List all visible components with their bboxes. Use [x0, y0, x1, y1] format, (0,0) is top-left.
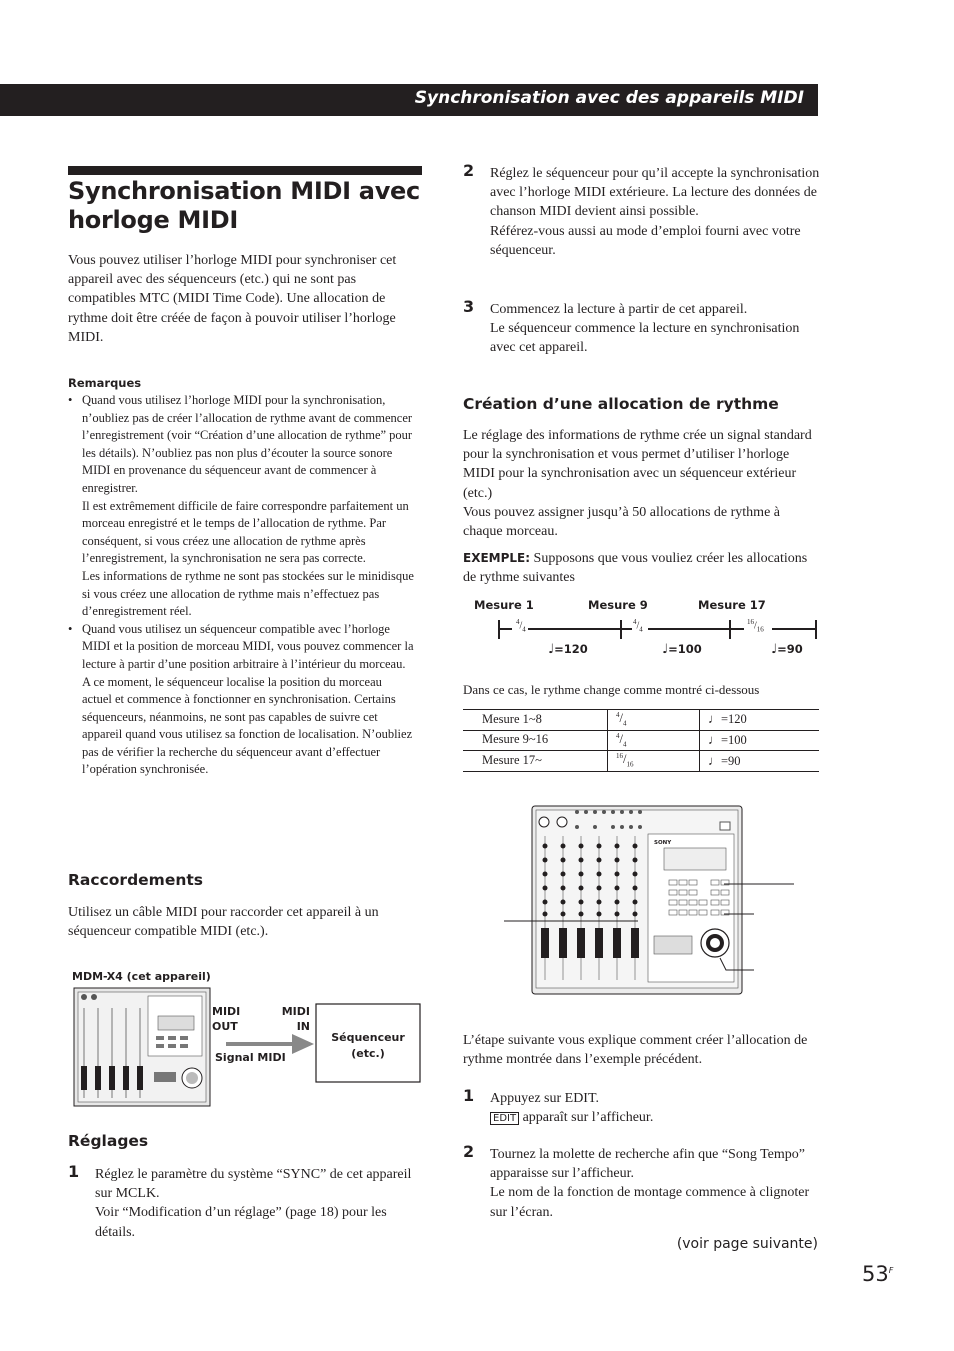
tempo-mark: ♩=100: [662, 642, 702, 657]
header-bar: [0, 84, 818, 116]
tempo-table: [463, 709, 819, 772]
step-3-text: Commencez la lecture à partir de cet appareil. Le séquenceur commence la lecture en synchronisation avec cet appareil.: [490, 302, 800, 356]
timeline-label: Mesure 1: [474, 598, 534, 612]
remark-2: • Quand vous utilisez un séquenceur compatible avec l’horloge MIDI et la position de morceau MIDI, vous pouvez commencer la lecture à partir d’une position arbitraire à l’intérieur du morceau. A ce moment, le séquenceur localise la position du morceau actuel et commence à fonctionner en synchronisation. Certains séquenceurs, néanmoins, ne sont pas capables de suivre cet appareil quand vous utilisez sa fonction de localisation. N’oubliez pas de vérifier la recherche du séquenceur avant d’effectuer l’opération synchronisée.: [82, 621, 414, 777]
step-2-text: Réglez le séquenceur pour qu’il accepte la synchronisation avec l’horloge MIDI extérieure. La lecture des données de chanson MIDI devient ainsi possible. Référez-vous aussi au mode d’emploi fourni avec votre séquenceur.: [490, 166, 820, 258]
edit-step-text: Appuyez sur EDIT. EDIT apparaît sur l’afficheur.: [490, 1091, 654, 1126]
step-number: 1: [463, 1086, 475, 1105]
remark-1b: Il est extrêmement difficile de faire correspondre parfaitement un morceau enregistré et le temps de l’allocation de rythme. Par conséquent, si vous créez une allocation de rythme après l’enregistrement, la synchronisation ne sera pas correcte.: [82, 498, 409, 566]
quarter-note-icon: ♩: [708, 731, 721, 747]
title-rule: [68, 166, 422, 175]
quarter-note-icon: ♩: [708, 711, 721, 727]
table-intro: Dans ce cas, le rythme change comme montré ci-dessous: [463, 682, 760, 697]
sequencer-label: Séquenceur (etc.): [331, 1031, 405, 1060]
title-line-2: horloge MIDI: [68, 206, 239, 234]
connections-heading: Raccordements: [68, 871, 204, 889]
time-signature: $^{16}/_{16}$: [747, 618, 764, 634]
midi-in-label: MIDI IN: [281, 1005, 310, 1033]
intro-paragraph: Vous pouvez utiliser l’horloge MIDI pour synchroniser cet appareil avec des séquenceurs (etc.) qui ne sont pas compatibles MTC (MIDI Time Code). Une allocation de rythme doit être créée de façon à pouvoir utiliser l’horloge MIDI.: [68, 253, 397, 345]
page-number: $53^F$: [862, 1262, 894, 1286]
remark-1a: • Quand vous utilisez l’horloge MIDI pour la synchronisation, n’oubliez pas de créer l’allocation de rythme avant de commencer l’enregistrement (voir “Création d’une allocation de rythme” pour les détails). N’oubliez pas non plus d’écouter la source sonore MIDI en provenance du séquenceur avant de commencer à enregistrer.: [82, 393, 413, 495]
example-paragraph: [463, 549, 819, 587]
remark-1c: Les informations de rythme ne sont pas stockées sur le minidisque si vous créez une allocation de rythme mais n’effectuez pas d’enregistrement réel.: [82, 568, 414, 619]
mixer-small-illustration: [74, 988, 210, 1106]
time-signature: $^4/_4$: [516, 618, 526, 634]
connections-text: Utilisez un câble MIDI pour raccorder cet appareil à un séquenceur compatible MIDI (etc.).: [68, 905, 379, 940]
title-line-1: Synchronisation MIDI avec: [68, 177, 420, 205]
device-label: MDM-X4 (cet appareil): [72, 970, 211, 983]
timeline-label: Mesure 17: [698, 598, 766, 612]
timeline-label: Mesure 9: [588, 598, 648, 612]
tempo-heading: Création d’une allocation de rythme: [463, 395, 779, 413]
remarks-list: [68, 392, 414, 779]
time-signature: $^4/_4$: [633, 618, 643, 634]
tempo-intro: Le réglage des informations de rythme crée un signal standard pour la synchronisation et vous permet d’utiliser l’horloge MIDI pour la synchronisation avec un séquenceur extérieur (etc.) Vous pouvez assigner jusqu’à 50 allocations de rythme à chaque morceau.: [463, 428, 812, 540]
next-step-intro: L’étape suivante vous explique comment créer l’allocation de rythme montrée dans l’exemple précédent.: [463, 1033, 808, 1068]
quarter-note-icon: ♩: [708, 752, 721, 768]
quarter-note-icon: ♩: [548, 642, 555, 657]
midi-signal-label: Signal MIDI: [215, 1051, 286, 1064]
tempo-mark: ♩=90: [771, 642, 803, 657]
lcd-edit-indicator: EDIT: [490, 1112, 519, 1125]
step-1-text: Réglez le paramètre du système “SYNC” de cet appareil sur MCLK. Voir “Modification d’un réglage” (page 18) pour les détails.: [95, 1167, 412, 1240]
brand-logo: SONY: [654, 840, 672, 846]
settings-heading: Réglages: [68, 1132, 149, 1150]
table-row: Mesure 17~ $^{16}/_{16}$ ♩=90: [463, 751, 819, 772]
connection-diagram: [68, 968, 428, 1113]
tempo-mark: ♩=120: [548, 642, 588, 657]
step-number: 3: [463, 297, 475, 316]
mixer-large-illustration: [462, 800, 802, 1000]
example-label: EXEMPLE:: [463, 551, 531, 565]
remark-item: [68, 621, 414, 779]
step-number: 2: [463, 1142, 475, 1161]
quarter-note-icon: ♩: [771, 642, 778, 657]
step-number: 1: [68, 1162, 80, 1181]
step-number: 2: [463, 161, 475, 180]
running-header: Synchronisation avec des appareils MIDI: [414, 88, 804, 108]
quarter-note-icon: ♩: [662, 642, 669, 657]
remark-item: [68, 392, 414, 621]
table-row: Mesure 1~8 $^4/_4$ ♩=120: [463, 710, 819, 731]
page-title: [68, 177, 428, 235]
midi-out-label: MIDI OUT: [212, 1005, 241, 1033]
remarks-title: Remarques: [68, 376, 142, 390]
continued-note: (voir page suivante): [676, 1236, 818, 1252]
example-text: Supposons que vous vouliez créer les allocations de rythme suivantes: [463, 551, 808, 586]
jog-step-text: Tournez la molette de recherche afin que “Song Tempo” apparaisse sur l’afficheur. Le nom de la fonction de montage commence à clignoter sur l’écran.: [490, 1147, 810, 1220]
device-illustration: [462, 800, 802, 1000]
table-row: Mesure 9~16 $^4/_4$ ♩=100: [463, 730, 819, 751]
